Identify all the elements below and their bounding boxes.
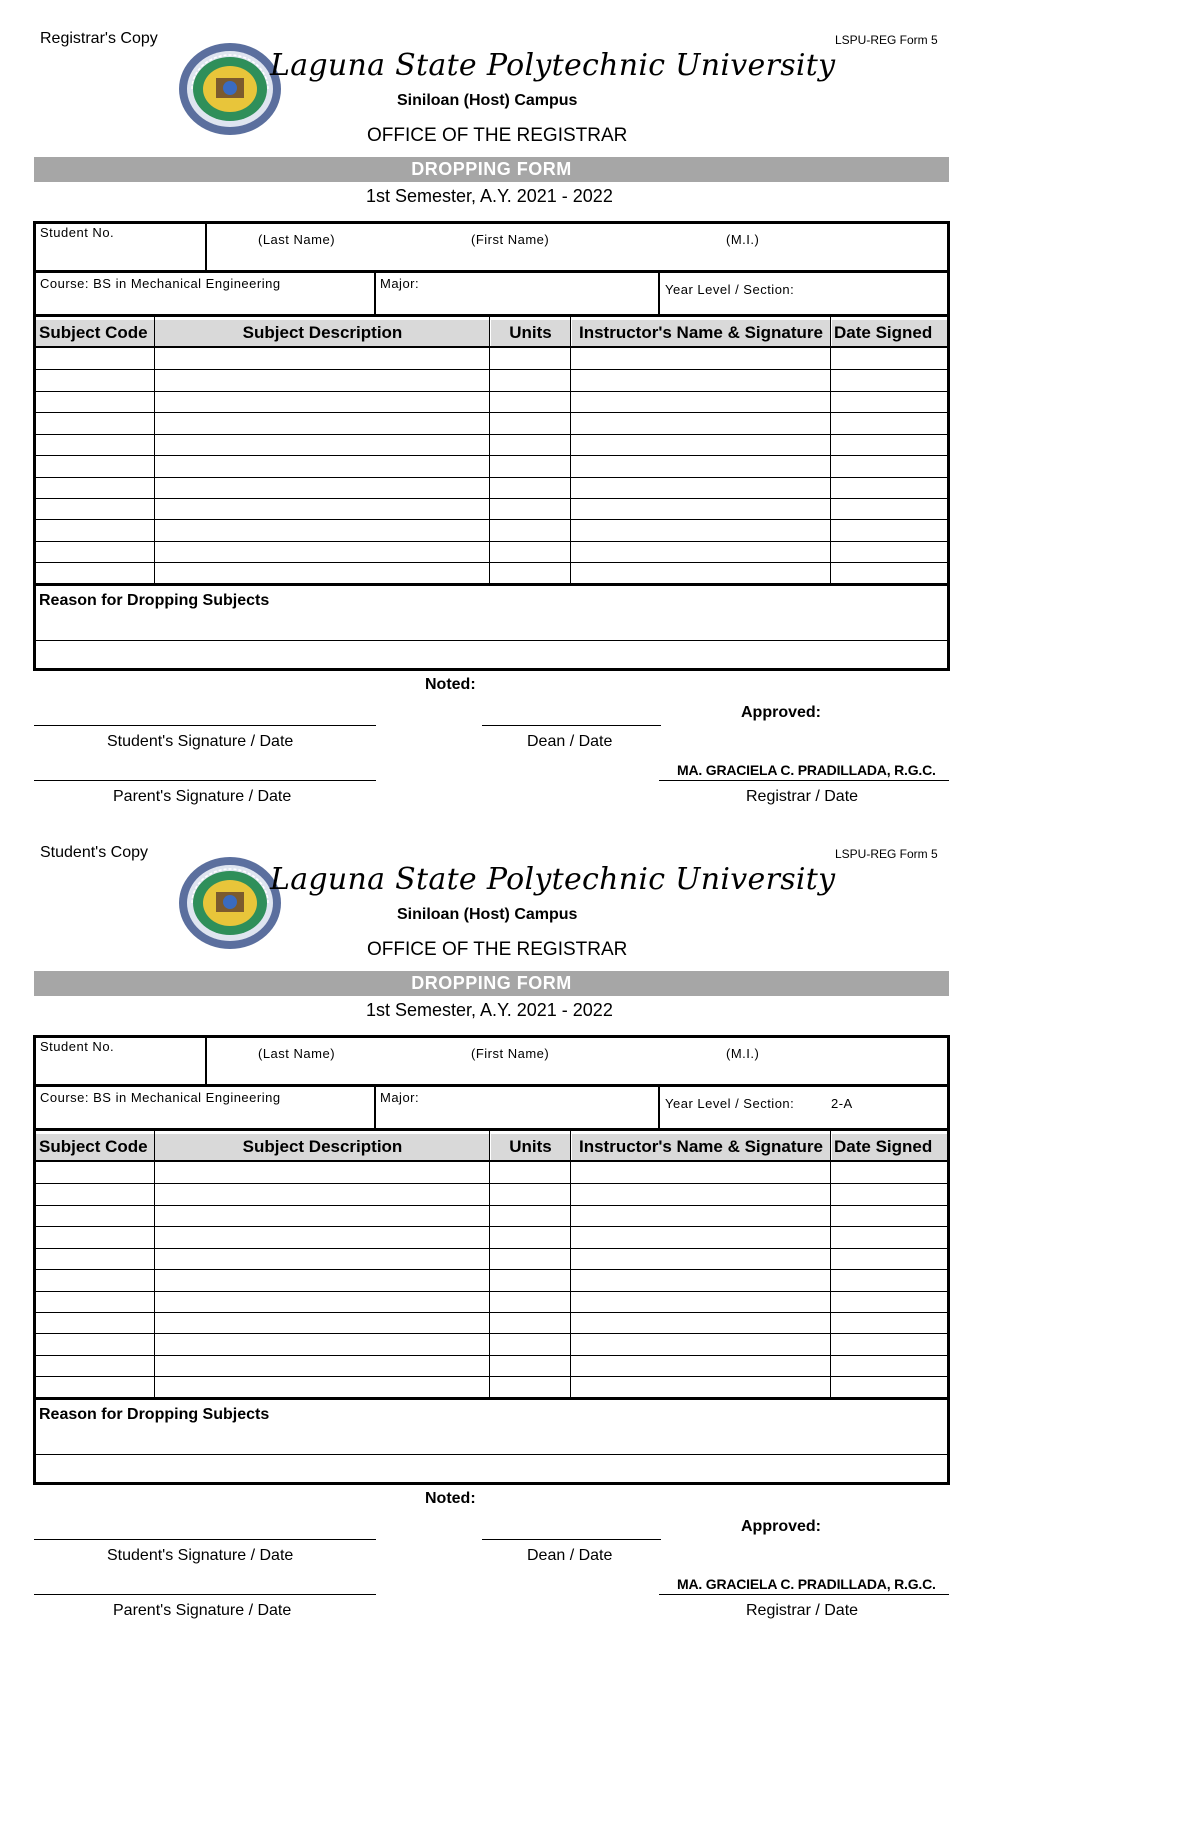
copy-label: Student's Copy [40,844,149,861]
parent-signature-label: Parent's Signature / Date [113,788,292,805]
student-no-label: Student No. [40,225,115,240]
table-row-divider [33,412,950,413]
last-name-label: (Last Name) [258,1046,336,1061]
university-name: Laguna State Polytechnic University [270,862,836,897]
col-subject-code: Subject Code [36,320,157,346]
table-row-divider [33,1355,950,1356]
last-name-label: (Last Name) [258,232,336,247]
noted-label: Noted: [425,676,476,693]
university-seal-icon [178,42,282,136]
course-label: Course: BS in Mechanical Engineering [40,1090,281,1105]
copy-label: Registrar's Copy [40,30,158,47]
parent-signature-label: Parent's Signature / Date [113,1602,292,1619]
reason-label: Reason for Dropping Subjects [39,1406,270,1423]
table-row-divider [33,1183,950,1184]
table-row-divider [33,498,950,499]
table-row-divider [33,455,950,456]
table-row-divider [33,1269,950,1270]
year-level-label: Year Level / Section: [665,282,795,297]
table-row-divider [33,391,950,392]
office-name: OFFICE OF THE REGISTRAR [367,125,628,146]
table-row-divider [33,1226,950,1227]
registrar-name: MA. GRACIELA C. PRADILLADA, R.G.C. [677,762,936,778]
mi-label: (M.I.) [726,1046,760,1061]
table-row-divider [33,369,950,370]
noted-label: Noted: [425,1490,476,1507]
semester: 1st Semester, A.Y. 2021 - 2022 [366,186,613,206]
first-name-label: (First Name) [471,232,550,247]
student-no-label: Student No. [40,1039,115,1054]
campus-name: Siniloan (Host) Campus [397,92,578,109]
approved-label: Approved: [741,704,821,721]
major-label: Major: [380,1090,420,1105]
table-row-divider [33,1291,950,1292]
table-row-divider [33,1376,950,1377]
mi-label: (M.I.) [726,232,760,247]
year-level-value: 2-A [831,1096,853,1111]
year-level-label: Year Level / Section: [665,1096,795,1111]
reason-label: Reason for Dropping Subjects [39,592,270,609]
registrar-name: MA. GRACIELA C. PRADILLADA, R.G.C. [677,1576,936,1592]
col-subject-description: Subject Description [156,320,489,346]
students-copy [0,814,1200,1624]
col-date-signed: Date Signed [832,1134,949,1160]
student-signature-label: Student's Signature / Date [107,733,294,750]
registrar-signature-label: Registrar / Date [746,1602,859,1619]
semester: 1st Semester, A.Y. 2021 - 2022 [366,1000,613,1020]
table-row-divider [33,541,950,542]
dean-signature-label: Dean / Date [527,1547,613,1564]
table-row-divider [33,1248,950,1249]
col-date-signed: Date Signed [832,320,949,346]
major-label: Major: [380,276,420,291]
col-instructor: Instructor's Name & Signature [572,1134,830,1160]
table-row-divider [33,434,950,435]
registrars-copy [0,0,1200,810]
approved-label: Approved: [741,1518,821,1535]
col-subject-description: Subject Description [156,1134,489,1160]
registrar-signature-label: Registrar / Date [746,788,859,805]
table-row-divider [33,1205,950,1206]
dean-signature-label: Dean / Date [527,733,613,750]
table-row-divider [33,1333,950,1334]
form-title: DROPPING FORM [34,157,949,182]
col-subject-code: Subject Code [36,1134,157,1160]
form-code: LSPU-REG Form 5 [835,847,938,861]
table-row-divider [33,477,950,478]
form-title: DROPPING FORM [34,971,949,996]
course-label: Course: BS in Mechanical Engineering [40,276,281,291]
table-row-divider [33,562,950,563]
first-name-label: (First Name) [471,1046,550,1061]
form-code: LSPU-REG Form 5 [835,33,938,47]
student-signature-label: Student's Signature / Date [107,1547,294,1564]
col-instructor: Instructor's Name & Signature [572,320,830,346]
col-units: Units [491,320,570,346]
table-row-divider [33,1312,950,1313]
campus-name: Siniloan (Host) Campus [397,906,578,923]
university-name: Laguna State Polytechnic University [270,48,836,83]
table-row-divider [33,519,950,520]
university-seal-icon [178,856,282,950]
col-units: Units [491,1134,570,1160]
office-name: OFFICE OF THE REGISTRAR [367,939,628,960]
